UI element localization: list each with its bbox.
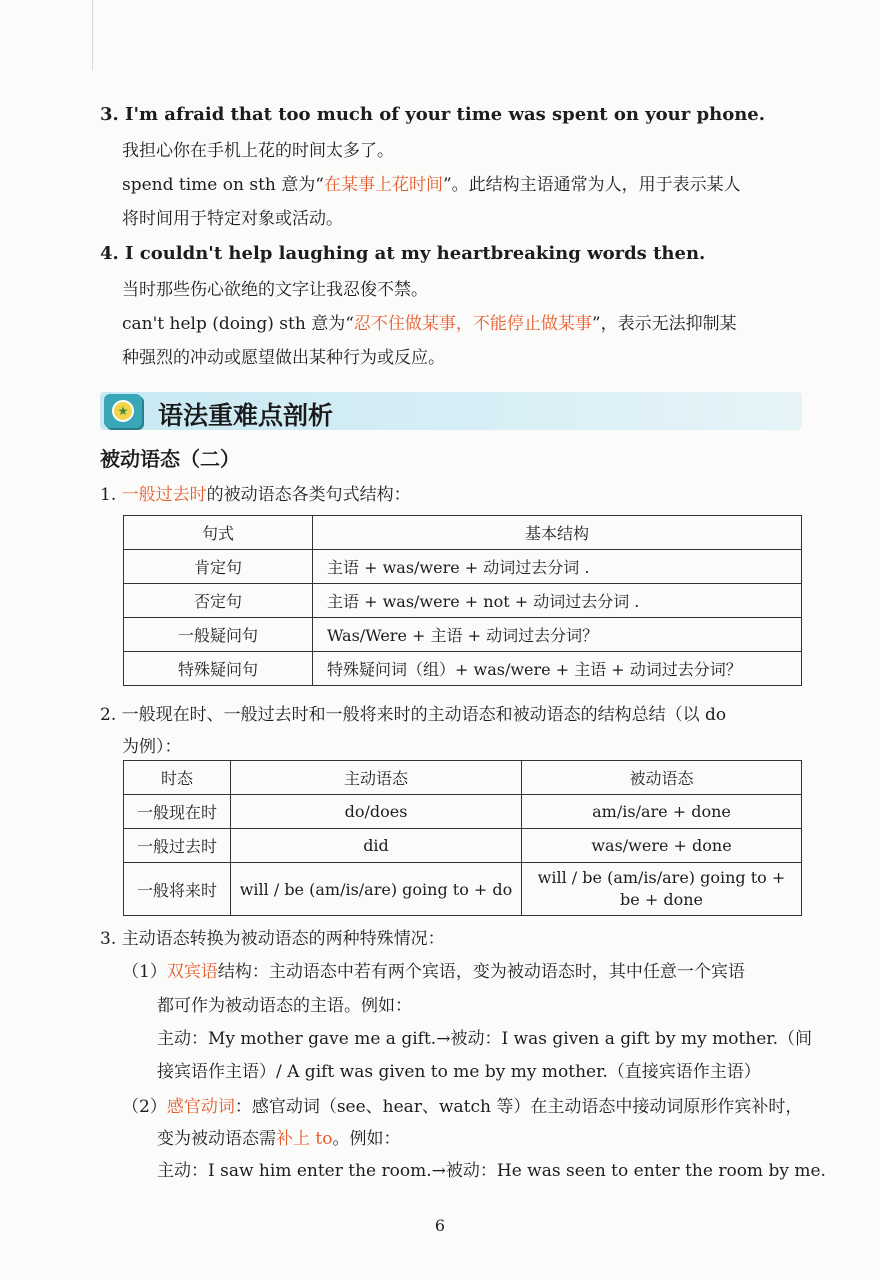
item4-note-highlight: 忍不住做某事，不能停止做某事 <box>353 314 592 334</box>
sub1-rest: 结构：主动语态中若有两个宾语，变为被动语态时，其中任意一个宾语 <box>217 962 745 982</box>
column-header: 被动语态 <box>522 761 802 795</box>
table-cell: 主语 + was/were + not + 动词过去分词 . <box>313 584 802 618</box>
margin-rule <box>92 0 93 70</box>
point1 <box>100 484 411 506</box>
column-header: 主动语态 <box>231 761 522 795</box>
table-cell: 一般疑问句 <box>124 618 313 652</box>
sub2-rest: ：感官动词（see、hear、watch 等）在主动语态中接动词原形作宾补时， <box>234 1097 803 1117</box>
point1-rest: 的被动语态各类句式结构： <box>206 485 411 505</box>
item3-note-highlight: 在某事上花时间 <box>323 175 443 195</box>
table-row <box>124 795 802 829</box>
table-row <box>124 584 802 618</box>
item4-note-line2: 种强烈的冲动或愿望做出某种行为或反应。 <box>122 348 445 368</box>
table-cell: did <box>231 829 522 863</box>
sub2-number: （2） <box>122 1097 167 1117</box>
sub2-highlight: 感官动词 <box>166 1097 235 1117</box>
table-row <box>124 550 802 584</box>
table-cell: 一般将来时 <box>124 863 231 916</box>
item3-sentence: 3. I'm afraid that too much of your time was spent on your phone. <box>100 104 766 125</box>
point1-highlight: 一般过去时 <box>121 485 207 505</box>
table-cell: 否定句 <box>124 584 313 618</box>
badge-icon <box>104 394 142 428</box>
item3-note-a: spend time on sth 意为“ <box>122 175 324 195</box>
table-cell-line: be + done <box>620 890 703 909</box>
table-cell: was/were + done <box>522 829 802 863</box>
table-tense-summary <box>123 760 802 916</box>
sub2-line2 <box>157 1128 400 1150</box>
table-cell: 特殊疑问句 <box>124 652 313 686</box>
sub1-line2: 都可作为被动语态的主语。例如： <box>157 996 412 1016</box>
item4-note-a: can't help (doing) sth 意为“ <box>122 314 354 334</box>
point3-sub1 <box>122 961 745 983</box>
sub1-example-line1: 主动：My mother gave me a gift.→被动：I was given a gift by my mother.（间 <box>157 1029 812 1049</box>
point2-line1: 2. 一般现在时、一般过去时和一般将来时的主动语态和被动语态的结构总结（以 do <box>100 705 727 725</box>
section-title: 语法重难点剖析 <box>158 401 334 430</box>
column-header: 时态 <box>124 761 231 795</box>
page-number: 6 <box>434 1216 446 1235</box>
table-header-row <box>124 761 802 795</box>
item4-sentence: 4. I couldn't help laughing at my heartbreaking words then. <box>100 243 706 264</box>
sub2-line2-b: 。例如： <box>332 1129 401 1149</box>
table-cell: 特殊疑问词（组）+ was/were + 主语 + 动词过去分词？ <box>313 652 802 686</box>
table-cell: am/is/are + done <box>522 795 802 829</box>
table-cell-line: will / be (am/is/are) going to + <box>537 868 786 887</box>
item4-note-b: ”，表示无法抑制某 <box>591 314 737 334</box>
sub1-highlight: 双宾语 <box>166 962 218 982</box>
table-cell: 肯定句 <box>124 550 313 584</box>
table-cell: 主语 + was/were + 动词过去分词 . <box>313 550 802 584</box>
table-cell: 一般现在时 <box>124 795 231 829</box>
sub2-line2-a: 变为被动语态需 <box>157 1129 276 1149</box>
item4-note <box>122 313 737 335</box>
item3-note-b: ”。此结构主语通常为人，用于表示某人 <box>442 175 741 195</box>
table-cell: 一般过去时 <box>124 829 231 863</box>
subheading: 被动语态（二） <box>100 447 240 471</box>
table-row <box>124 829 802 863</box>
table-past-passive <box>123 515 802 686</box>
table-cell: do/does <box>231 795 522 829</box>
item3-note-line2: 将时间用于特定对象或活动。 <box>122 209 343 229</box>
table-header-row <box>124 516 802 550</box>
table-row <box>124 618 802 652</box>
table-row <box>124 863 802 916</box>
column-header: 基本结构 <box>313 516 802 550</box>
table-cell: will / be (am/is/are) going to + do <box>231 863 522 916</box>
table-row <box>124 652 802 686</box>
point2-line2: 为例）： <box>122 737 182 757</box>
item3-note <box>122 174 741 196</box>
item4-translation: 当时那些伤心欲绝的文字让我忍俊不禁。 <box>122 280 428 300</box>
table-cell: Was/Were + 主语 + 动词过去分词？ <box>313 618 802 652</box>
sub2-example: 主动：I saw him enter the room.→被动：He was seen to enter the room by me. <box>157 1161 826 1181</box>
item3-translation: 我担心你在手机上花的时间太多了。 <box>122 141 394 161</box>
point3-title: 3. 主动语态转换为被动语态的两种特殊情况： <box>100 929 445 949</box>
point1-prefix: 1. <box>100 485 122 505</box>
sub2-line2-highlight: 补上 to <box>276 1129 333 1149</box>
table-cell <box>522 863 802 916</box>
column-header: 句式 <box>124 516 313 550</box>
sub1-number: （1） <box>122 962 167 982</box>
sub1-example-line2: 接宾语作主语）/ A gift was given to me by my mother.（直接宾语作主语） <box>157 1062 761 1082</box>
star-icon: ★ <box>112 400 134 422</box>
point3-sub2 <box>122 1096 802 1118</box>
